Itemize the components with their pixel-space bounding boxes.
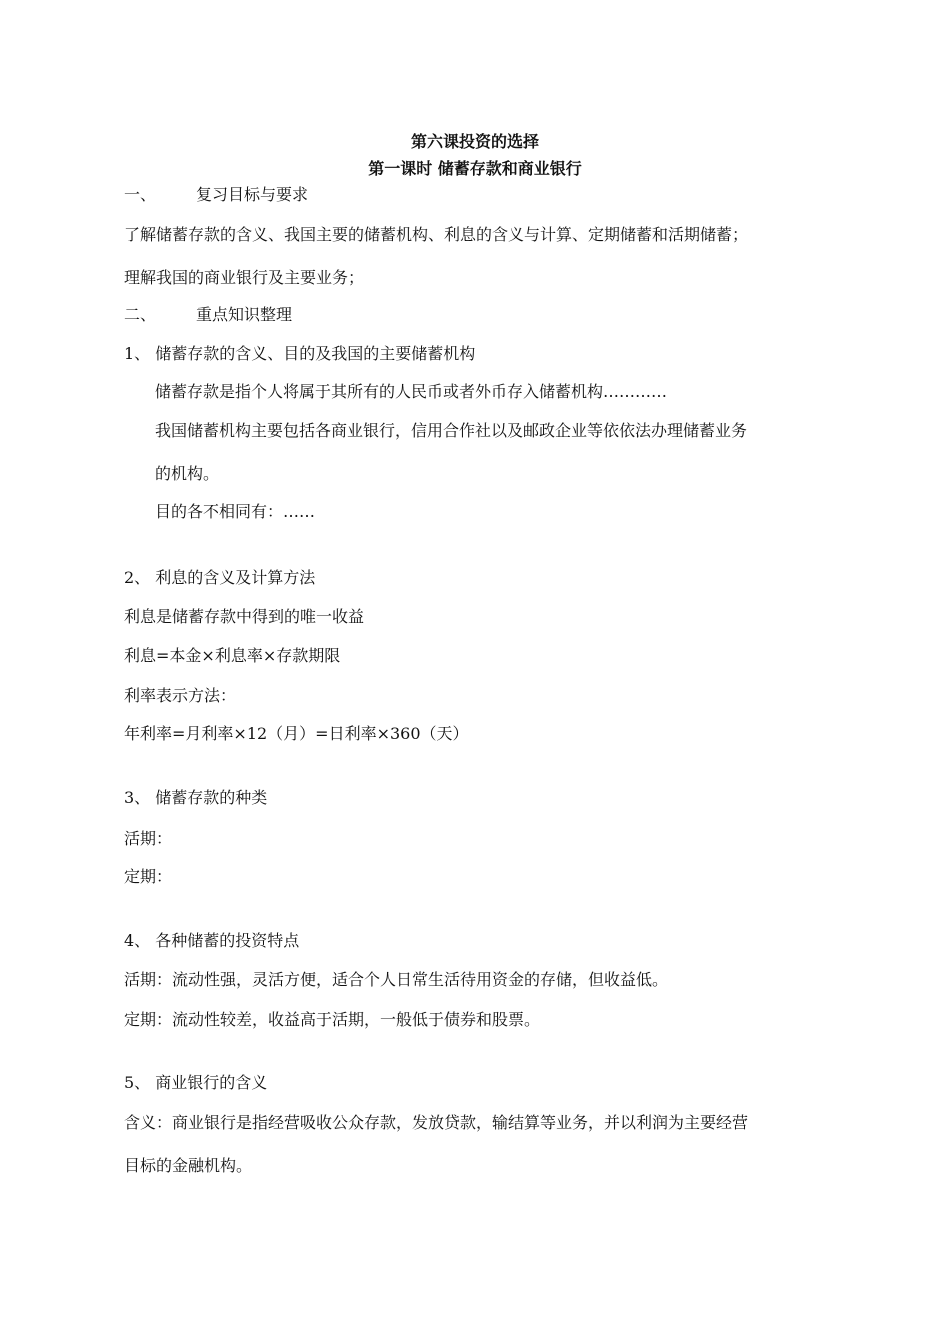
paragraph-line: 含义：商业银行是指经营吸收公众存款，发放贷款，输结算等业务，并以利润为主要经营 (124, 1113, 749, 1132)
paragraph-line: 储蓄存款是指个人将属于其所有的人民币或者外币存入储蓄机构………… (155, 382, 668, 401)
paragraph-line: 我国储蓄机构主要包括各商业银行，信用合作社以及邮政企业等依依法办理储蓄业务 (155, 421, 748, 440)
item-heading: 4、 各种储蓄的投资特点 (124, 931, 300, 950)
formula-line: 年利率=月利率×12（月）=日利率×360（天） (124, 724, 469, 743)
formula-line: 利息=本金×利息率×存款期限 (124, 646, 341, 665)
paragraph-line: 定期： (124, 867, 173, 886)
paragraph-line: 利率表示方法： (124, 686, 237, 705)
paragraph-line: 定期：流动性较差，收益高于活期，一般低于债券和股票。 (124, 1010, 541, 1029)
section-label: 复习目标与要求 (196, 185, 309, 204)
paragraph-line: 目的各不相同有：…… (155, 502, 316, 521)
document-title: 第六课投资的选择 (410, 132, 539, 151)
paragraph-line: 理解我国的商业银行及主要业务； (124, 268, 365, 287)
paragraph-line: 的机构。 (155, 464, 220, 483)
paragraph-line: 目标的金融机构。 (124, 1156, 253, 1175)
section-number: 二、 (124, 305, 157, 324)
paragraph-line: 活期： (124, 829, 173, 848)
section-heading-key-points (124, 305, 292, 325)
item-heading: 5、 商业银行的含义 (124, 1073, 268, 1092)
section-heading-objectives (124, 185, 308, 205)
paragraph-line: 了解储蓄存款的含义、我国主要的储蓄机构、利息的含义与计算、定期储蓄和活期储蓄； (124, 225, 749, 244)
paragraph-line: 活期：流动性强，灵活方便，适合个人日常生活待用资金的存储，但收益低。 (124, 970, 669, 989)
item-heading: 2、 利息的含义及计算方法 (124, 568, 316, 587)
section-number: 一、 (124, 185, 157, 204)
item-heading: 3、 储蓄存款的种类 (124, 788, 268, 807)
document-subtitle: 第一课时 储蓄存款和商业银行 (368, 159, 582, 178)
paragraph-line: 利息是储蓄存款中得到的唯一收益 (124, 607, 365, 626)
section-label: 重点知识整理 (196, 305, 293, 324)
item-heading: 1、 储蓄存款的含义、目的及我国的主要储蓄机构 (124, 344, 476, 363)
